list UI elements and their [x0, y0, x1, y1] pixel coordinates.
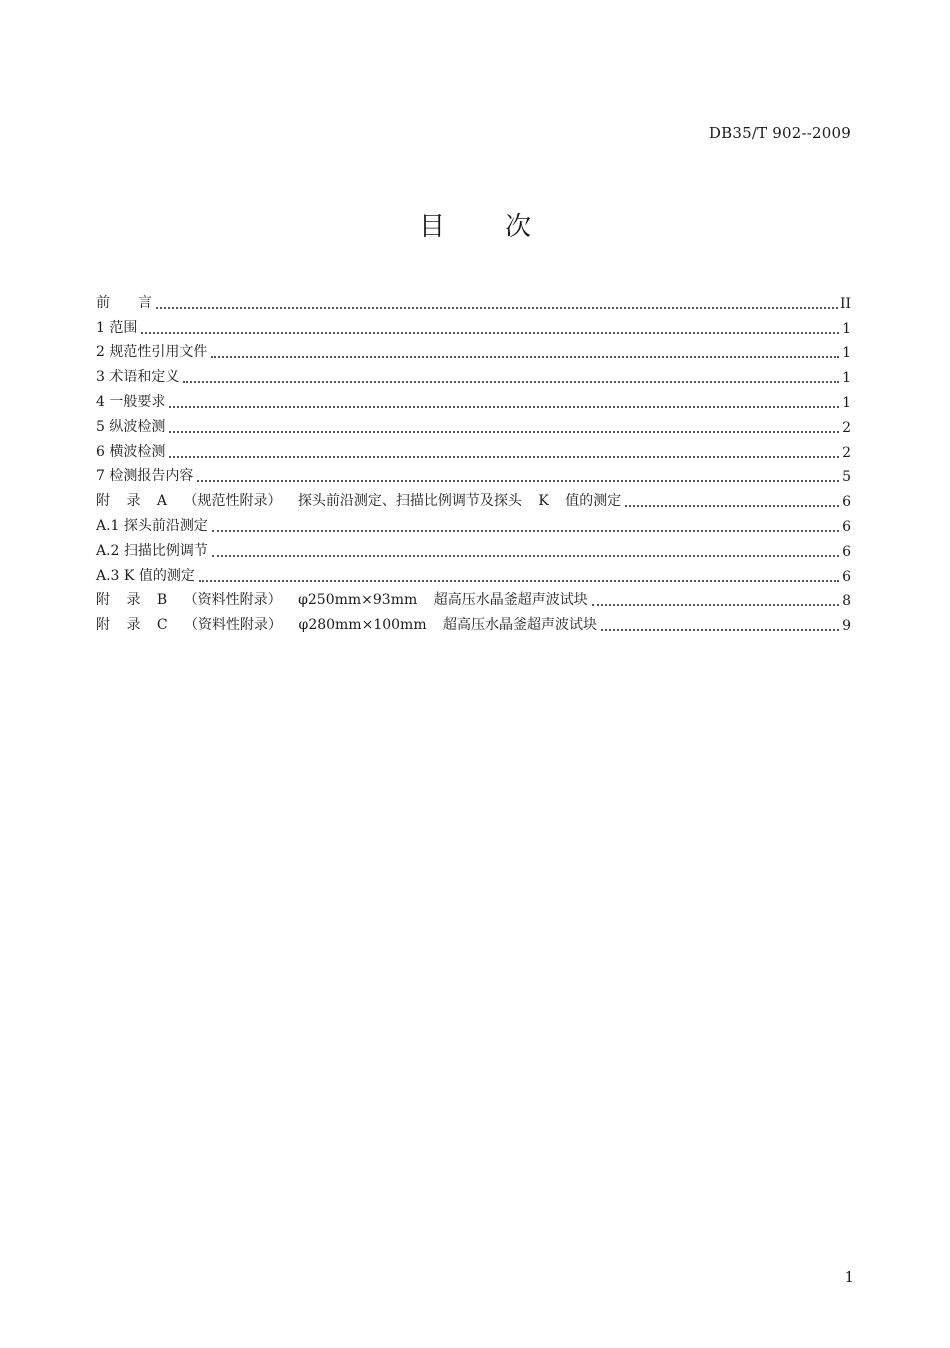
toc-entry-page: 6	[842, 543, 851, 560]
toc-title-part2: 次	[505, 212, 532, 242]
dot-leader	[197, 480, 839, 482]
toc-entry-label: A.3 K 值的测定	[96, 567, 195, 584]
toc-entry-page: 2	[842, 444, 851, 461]
toc-entry-report-content[interactable]	[96, 461, 851, 486]
toc-list	[96, 287, 851, 634]
dot-leader	[212, 530, 839, 532]
toc-entry-label: 5 纵波检测	[96, 418, 166, 435]
toc-entry-label: 1 范围	[96, 319, 138, 336]
toc-entry-page: II	[839, 295, 851, 312]
dot-leader	[141, 332, 839, 334]
toc-title	[0, 206, 950, 243]
toc-entry-page: 6	[842, 518, 851, 535]
toc-entry-a1[interactable]	[96, 510, 851, 535]
dot-leader	[592, 604, 839, 606]
toc-entry-scope[interactable]	[96, 312, 851, 337]
toc-entry-page: 1	[842, 394, 851, 411]
toc-entry-normative-references[interactable]	[96, 337, 851, 362]
dot-leader	[169, 431, 839, 433]
page-number: 1	[844, 1268, 854, 1286]
toc-entry-longitudinal-wave[interactable]	[96, 411, 851, 436]
toc-entry-label: A.2 扫描比例调节	[96, 542, 208, 559]
toc-entry-label: 附 录 A （规范性附录） 探头前沿测定、扫描比例调节及探头 K 值的测定	[96, 493, 622, 510]
toc-entry-page: 6	[842, 494, 851, 511]
toc-entry-label: 2 规范性引用文件	[96, 344, 208, 361]
toc-entry-foreword[interactable]	[96, 287, 851, 312]
toc-entry-label: 附 录 B （资料性附录） φ250mm×93mm 超高压水晶釜超声波试块	[96, 592, 588, 609]
dot-leader	[212, 555, 839, 557]
toc-entry-terms[interactable]	[96, 361, 851, 386]
toc-entry-page: 2	[842, 419, 851, 436]
toc-entry-page: 5	[842, 469, 851, 486]
dot-leader	[625, 505, 839, 507]
toc-entry-label: 4 一般要求	[96, 393, 166, 410]
toc-entry-a2[interactable]	[96, 535, 851, 560]
toc-title-part1: 目	[418, 212, 445, 242]
toc-entry-a3[interactable]	[96, 560, 851, 585]
toc-entry-transverse-wave[interactable]	[96, 436, 851, 461]
dot-leader	[169, 456, 839, 458]
toc-entry-page: 1	[842, 320, 851, 337]
toc-entry-appendix-b[interactable]	[96, 585, 851, 610]
toc-entry-label: 前 言	[96, 294, 152, 311]
toc-entry-label: 附 录 C （资料性附录） φ280mm×100mm 超高压水晶釜超声波试块	[96, 617, 598, 634]
toc-entry-appendix-a[interactable]	[96, 485, 851, 510]
dot-leader	[211, 356, 839, 358]
toc-entry-label: 7 检测报告内容	[96, 468, 194, 485]
toc-entry-general-requirements[interactable]	[96, 386, 851, 411]
dot-leader	[183, 381, 839, 383]
toc-entry-page: 1	[842, 370, 851, 387]
document-code: DB35/T 902--2009	[708, 124, 851, 142]
toc-entry-page: 6	[842, 568, 851, 585]
dot-leader	[169, 406, 839, 408]
toc-entry-label: 6 横波检测	[96, 443, 166, 460]
dot-leader	[156, 307, 838, 309]
toc-entry-appendix-c[interactable]	[96, 609, 851, 634]
toc-entry-page: 9	[842, 618, 851, 635]
toc-entry-page: 8	[842, 593, 851, 610]
toc-entry-label: 3 术语和定义	[96, 369, 180, 386]
toc-entry-label: A.1 探头前沿测定	[96, 517, 208, 534]
toc-entry-page: 1	[842, 345, 851, 362]
dot-leader	[199, 580, 839, 582]
dot-leader	[601, 629, 839, 631]
